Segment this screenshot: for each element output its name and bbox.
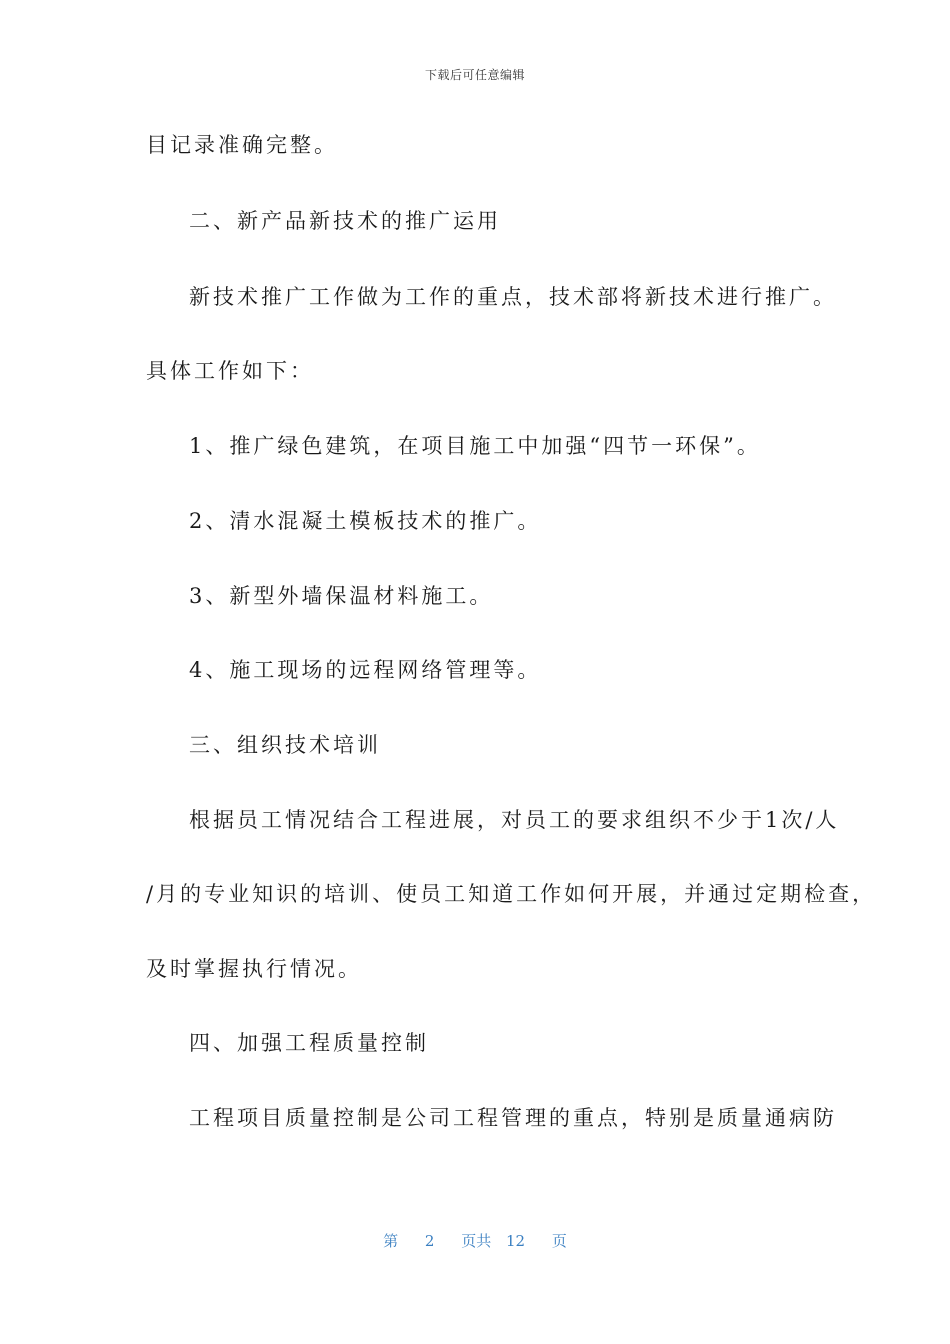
- paragraph-line: 根据员工情况结合工程进展，对员工的要求组织不少于1次/人: [189, 808, 840, 832]
- paragraph-line: 新技术推广工作做为工作的重点，技术部将新技术进行推广。: [189, 285, 837, 309]
- page-number: 2: [424, 1232, 435, 1250]
- list-item-3: 3、新型外墙保温材料施工。: [189, 584, 494, 608]
- page-footer: [0, 1230, 950, 1251]
- total-pages: 12: [506, 1232, 526, 1250]
- paragraph-line: /月的专业知识的培训、使员工知道工作如何开展，并通过定期检查，: [146, 882, 877, 906]
- body-line-continuation: 目记录准确完整。: [146, 133, 338, 157]
- page-suffix: 页: [551, 1232, 567, 1250]
- list-item-4: 4、施工现场的远程网络管理等。: [189, 658, 542, 682]
- page-mid: 页共: [461, 1232, 492, 1250]
- paragraph-line: 具体工作如下：: [146, 359, 314, 383]
- section-heading-4: 四、加强工程质量控制: [189, 1031, 429, 1055]
- paragraph-line: 工程项目质量控制是公司工程管理的重点，特别是质量通病防: [189, 1106, 837, 1130]
- section-heading-3: 三、组织技术培训: [189, 733, 381, 757]
- list-item-1: 1、推广绿色建筑，在项目施工中加强“四节一环保”。: [189, 434, 761, 458]
- section-heading-2: 二、新产品新技术的推广运用: [189, 209, 501, 233]
- paragraph-line: 及时掌握执行情况。: [146, 957, 362, 981]
- header-note: 下载后可任意编辑: [424, 68, 525, 82]
- page-prefix: 第: [383, 1232, 399, 1250]
- list-item-2: 2、清水混凝土模板技术的推广。: [189, 509, 542, 533]
